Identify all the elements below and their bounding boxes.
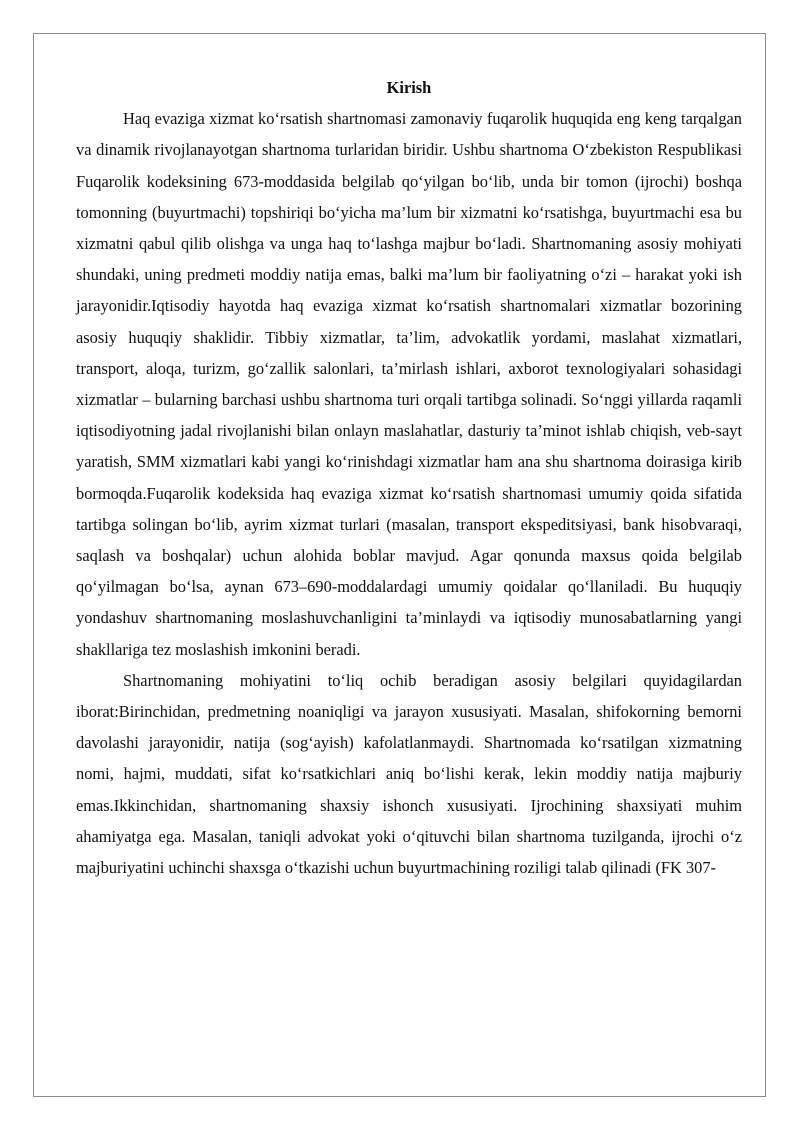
paragraph-2: Shartnomaning mohiyatini to‘liq ochib beradigan asosiy belgilari quyidagilardan iborat:Birinchidan, predmetning noaniqligi va jarayon xususiyati. Masalan, shifokorning bemorni davolashi jarayonidir, natija (sog‘ayish) kafolatlanmaydi. Shartnomada ko‘rsatilgan xizmatning nomi, hajmi, muddati, sifat ko‘rsatkichlari aniq bo‘lishi kerak, lekin moddiy natija majburiy emas.Ikkinchidan, shartnomaning shaxsiy ishonch xususiyati. Ijrochining shaxsiyati muhim ahamiyatga ega. Masalan, taniqli advokat yoki o‘qituvchi bilan shartnoma tuzilganda, ijrochi o‘z majburiyatini uchinchi shaxsga o‘tkazishi uchun buyurtmachining roziligi talab qilinadi (FK 307- bbox=[76, 670, 742, 878]
document-body bbox=[76, 72, 742, 883]
document-title: Kirish bbox=[386, 78, 432, 97]
paragraph-1: Haq evaziga xizmat ko‘rsatish shartnomasi zamonaviy fuqarolik huquqida eng keng tarqalgan va dinamik rivojlanayotgan shartnoma turlaridan biridir. Ushbu shartnoma O‘zbekiston Respublikasi Fuqarolik kodeksining 673-moddasida belgilab qo‘yilgan bo‘lib, unda bir tomon (ijrochi) boshqa tomonning (buyurtmachi) topshiriqi bo‘yicha ma’lum bir xizmatni ko‘rsatishga, buyurtmachi esa bu xizmatni qabul qilib olishga va unga haq to‘lashga majbur bo‘ladi. Shartnomaning asosiy mohiyati shundaki, uning predmeti moddiy natija emas, balki ma’lum bir faoliyatning o‘zi – harakat yoki ish jarayonidir.Iqtisodiy hayotda haq evaziga xizmat ko‘rsatish shartnomalari xizmatlar bozorining asosiy huquqiy shaklidir. Tibbiy xizmatlar, ta’lim, advokatlik yordami, maslahat xizmatlari, transport, aloqa, turizm, go‘zallik salonlari, ta’mirlash ishlari, axborot texnologiyalari sohasidagi xizmatlar – bularning barchasi ushbu shartnoma turi orqali tartibga solinadi. So‘nggi yillarda raqamli iqtisodiyotning jadal rivojlanishi bilan onlayn maslahatlar, dasturiy ta’minot ishlab chiqish, veb-sayt yaratish, SMM xizmatlari kabi yangi ko‘rinishdagi xizmatlar ham ana shu shartnoma doirasiga kirib bormoqda.Fuqarolik kodeksida haq evaziga xizmat ko‘rsatish shartnomasi umumiy qoida sifatida tartibga solingan bo‘lib, ayrim xizmat turlari (masalan, transport ekspeditsiyasi, bank hisobvaraqi, saqlash va boshqalar) uchun alohida boblar mavjud. Agar qonunda maxsus qoida belgilab qo‘yilmagan bo‘lsa, aynan 673–690-moddalardagi umumiy qoidalar qo‘llaniladi. Bu huquqiy yondashuv shartnomaning moslashuvchanligini ta’minlaydi va iqtisodiy munosabatlarning yangi shakllariga tez moslashish imkonini beradi. bbox=[76, 109, 742, 659]
